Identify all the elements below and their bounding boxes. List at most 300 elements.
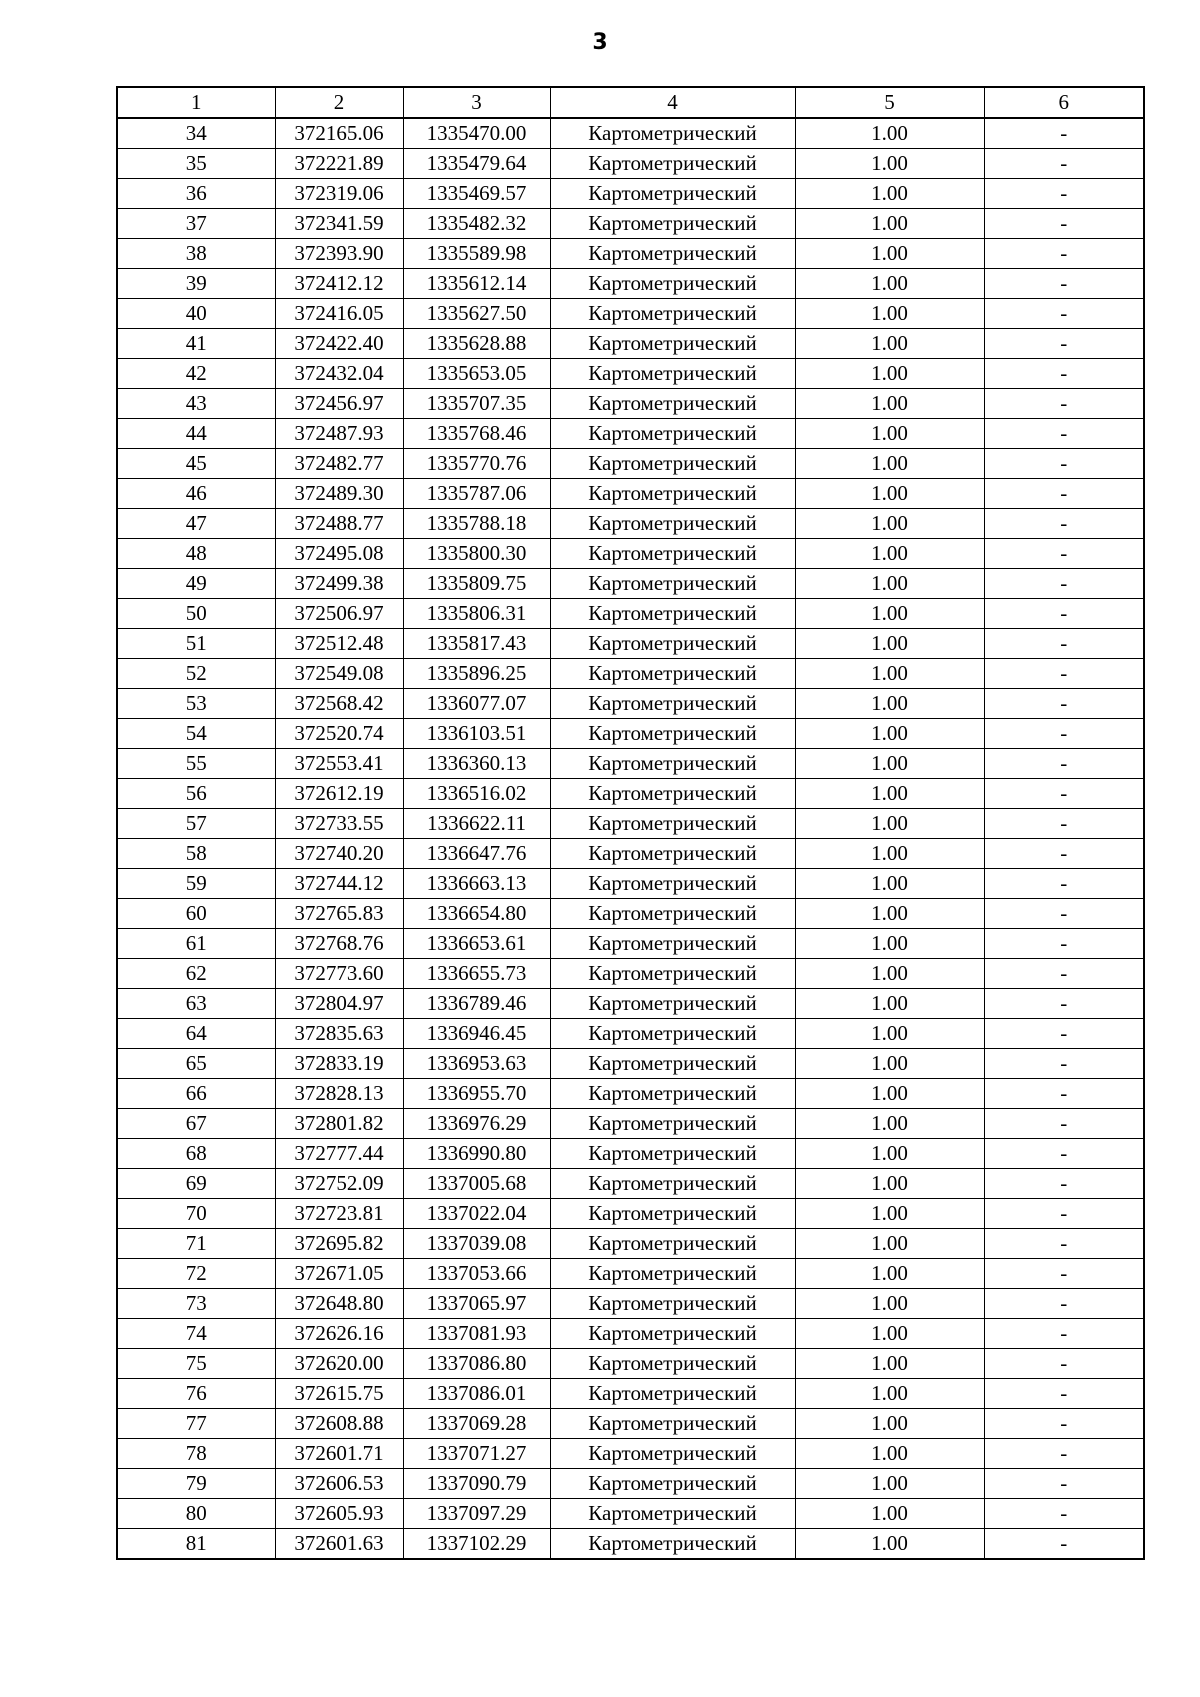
- table-row: [117, 1049, 1144, 1079]
- accuracy-cell: 1.00: [795, 1289, 984, 1319]
- coordinate-y-cell: 1337090.79: [403, 1469, 550, 1499]
- coordinate-y-cell: 1335809.75: [403, 569, 550, 599]
- method-cell: Картометрический: [550, 449, 795, 479]
- coordinate-x-cell: 372482.77: [275, 449, 403, 479]
- column-header: 1: [117, 87, 275, 118]
- table-row: [117, 1079, 1144, 1109]
- coordinate-y-cell: 1336990.80: [403, 1139, 550, 1169]
- description-cell: -: [984, 929, 1144, 959]
- coordinate-x-cell: 372553.41: [275, 749, 403, 779]
- table-row: [117, 329, 1144, 359]
- point-number-cell: 81: [117, 1529, 275, 1560]
- point-number-cell: 35: [117, 149, 275, 179]
- method-cell: Картометрический: [550, 1079, 795, 1109]
- point-number-cell: 75: [117, 1349, 275, 1379]
- method-cell: Картометрический: [550, 1409, 795, 1439]
- point-number-cell: 72: [117, 1259, 275, 1289]
- description-cell: -: [984, 1529, 1144, 1560]
- point-number-cell: 58: [117, 839, 275, 869]
- point-number-cell: 50: [117, 599, 275, 629]
- description-cell: -: [984, 1079, 1144, 1109]
- description-cell: -: [984, 569, 1144, 599]
- point-number-cell: 40: [117, 299, 275, 329]
- coordinate-x-cell: 372341.59: [275, 209, 403, 239]
- coordinate-x-cell: 372221.89: [275, 149, 403, 179]
- description-cell: -: [984, 329, 1144, 359]
- table-row: [117, 1259, 1144, 1289]
- coordinate-x-cell: 372520.74: [275, 719, 403, 749]
- description-cell: -: [984, 269, 1144, 299]
- table-row: [117, 629, 1144, 659]
- method-cell: Картометрический: [550, 749, 795, 779]
- description-cell: -: [984, 359, 1144, 389]
- table-row: [117, 899, 1144, 929]
- table-row: [117, 509, 1144, 539]
- column-header: 6: [984, 87, 1144, 118]
- description-cell: -: [984, 239, 1144, 269]
- page-number: 3: [592, 30, 608, 55]
- coordinate-y-cell: 1335470.00: [403, 118, 550, 149]
- method-cell: Картометрический: [550, 118, 795, 149]
- coordinate-x-cell: 372608.88: [275, 1409, 403, 1439]
- method-cell: Картометрический: [550, 569, 795, 599]
- description-cell: -: [984, 779, 1144, 809]
- table-row: [117, 569, 1144, 599]
- coordinate-y-cell: 1335770.76: [403, 449, 550, 479]
- accuracy-cell: 1.00: [795, 479, 984, 509]
- coordinates-table: [116, 86, 1145, 1560]
- coordinate-x-cell: 372601.63: [275, 1529, 403, 1560]
- accuracy-cell: 1.00: [795, 1229, 984, 1259]
- accuracy-cell: 1.00: [795, 1049, 984, 1079]
- table-row: [117, 1199, 1144, 1229]
- point-number-cell: 74: [117, 1319, 275, 1349]
- accuracy-cell: 1.00: [795, 179, 984, 209]
- point-number-cell: 57: [117, 809, 275, 839]
- coordinate-y-cell: 1337069.28: [403, 1409, 550, 1439]
- table-row: [117, 149, 1144, 179]
- accuracy-cell: 1.00: [795, 1409, 984, 1439]
- coordinate-y-cell: 1337065.97: [403, 1289, 550, 1319]
- method-cell: Картометрический: [550, 1199, 795, 1229]
- table-row: [117, 269, 1144, 299]
- accuracy-cell: 1.00: [795, 1109, 984, 1139]
- method-cell: Картометрический: [550, 359, 795, 389]
- description-cell: -: [984, 659, 1144, 689]
- table-row: [117, 1319, 1144, 1349]
- accuracy-cell: 1.00: [795, 1469, 984, 1499]
- description-cell: -: [984, 299, 1144, 329]
- point-number-cell: 68: [117, 1139, 275, 1169]
- table-row: [117, 1169, 1144, 1199]
- coordinate-x-cell: 372605.93: [275, 1499, 403, 1529]
- point-number-cell: 77: [117, 1409, 275, 1439]
- accuracy-cell: 1.00: [795, 569, 984, 599]
- method-cell: Картометрический: [550, 179, 795, 209]
- method-cell: Картометрический: [550, 1499, 795, 1529]
- coordinate-x-cell: 372744.12: [275, 869, 403, 899]
- coordinate-x-cell: 372835.63: [275, 1019, 403, 1049]
- table-row: [117, 1409, 1144, 1439]
- table-row: [117, 989, 1144, 1019]
- column-header: 5: [795, 87, 984, 118]
- description-cell: -: [984, 1229, 1144, 1259]
- description-cell: -: [984, 1109, 1144, 1139]
- method-cell: Картометрический: [550, 509, 795, 539]
- table-row: [117, 1529, 1144, 1560]
- coordinate-x-cell: 372801.82: [275, 1109, 403, 1139]
- table-row: [117, 449, 1144, 479]
- column-header: 3: [403, 87, 550, 118]
- point-number-cell: 73: [117, 1289, 275, 1319]
- coordinate-y-cell: 1335768.46: [403, 419, 550, 449]
- coordinate-x-cell: 372512.48: [275, 629, 403, 659]
- table-row: [117, 839, 1144, 869]
- table-row: [117, 869, 1144, 899]
- coordinate-x-cell: 372768.76: [275, 929, 403, 959]
- accuracy-cell: 1.00: [795, 449, 984, 479]
- coordinate-y-cell: 1337071.27: [403, 1439, 550, 1469]
- coordinate-x-cell: 372601.71: [275, 1439, 403, 1469]
- table-row: [117, 539, 1144, 569]
- point-number-cell: 66: [117, 1079, 275, 1109]
- accuracy-cell: 1.00: [795, 1019, 984, 1049]
- method-cell: Картометрический: [550, 1319, 795, 1349]
- point-number-cell: 60: [117, 899, 275, 929]
- table-row: [117, 1109, 1144, 1139]
- method-cell: Картометрический: [550, 1049, 795, 1079]
- description-cell: -: [984, 389, 1144, 419]
- description-cell: -: [984, 1379, 1144, 1409]
- coordinate-y-cell: 1337086.01: [403, 1379, 550, 1409]
- coordinate-y-cell: 1336789.46: [403, 989, 550, 1019]
- method-cell: Картометрический: [550, 659, 795, 689]
- coordinate-x-cell: 372489.30: [275, 479, 403, 509]
- table-body: [117, 118, 1144, 1559]
- point-number-cell: 53: [117, 689, 275, 719]
- method-cell: Картометрический: [550, 1139, 795, 1169]
- table-row: [117, 689, 1144, 719]
- accuracy-cell: 1.00: [795, 1079, 984, 1109]
- table-row: [117, 749, 1144, 779]
- point-number-cell: 69: [117, 1169, 275, 1199]
- method-cell: Картометрический: [550, 1259, 795, 1289]
- coordinate-y-cell: 1336103.51: [403, 719, 550, 749]
- description-cell: -: [984, 749, 1144, 779]
- coordinate-y-cell: 1335896.25: [403, 659, 550, 689]
- method-cell: Картометрический: [550, 959, 795, 989]
- point-number-cell: 65: [117, 1049, 275, 1079]
- point-number-cell: 41: [117, 329, 275, 359]
- coordinate-y-cell: 1336655.73: [403, 959, 550, 989]
- method-cell: Картометрический: [550, 479, 795, 509]
- description-cell: -: [984, 1499, 1144, 1529]
- point-number-cell: 42: [117, 359, 275, 389]
- accuracy-cell: 1.00: [795, 1169, 984, 1199]
- method-cell: Картометрический: [550, 779, 795, 809]
- coordinate-x-cell: 372828.13: [275, 1079, 403, 1109]
- coordinate-x-cell: 372412.12: [275, 269, 403, 299]
- method-cell: Картометрический: [550, 899, 795, 929]
- table-row: [117, 1139, 1144, 1169]
- method-cell: Картометрический: [550, 539, 795, 569]
- description-cell: -: [984, 629, 1144, 659]
- accuracy-cell: 1.00: [795, 989, 984, 1019]
- table-row: [117, 959, 1144, 989]
- method-cell: Картометрический: [550, 719, 795, 749]
- coordinate-x-cell: 372319.06: [275, 179, 403, 209]
- description-cell: -: [984, 599, 1144, 629]
- coordinate-y-cell: 1335653.05: [403, 359, 550, 389]
- point-number-cell: 63: [117, 989, 275, 1019]
- table-row: [117, 239, 1144, 269]
- description-cell: -: [984, 839, 1144, 869]
- table-row: [117, 659, 1144, 689]
- table-row: [117, 1289, 1144, 1319]
- method-cell: Картометрический: [550, 839, 795, 869]
- coordinate-y-cell: 1335787.06: [403, 479, 550, 509]
- coordinate-y-cell: 1335788.18: [403, 509, 550, 539]
- coordinate-y-cell: 1335479.64: [403, 149, 550, 179]
- coordinate-x-cell: 372495.08: [275, 539, 403, 569]
- table-row: [117, 779, 1144, 809]
- coordinate-x-cell: 372765.83: [275, 899, 403, 929]
- table-row: [117, 1229, 1144, 1259]
- accuracy-cell: 1.00: [795, 509, 984, 539]
- coordinate-y-cell: 1336653.61: [403, 929, 550, 959]
- accuracy-cell: 1.00: [795, 809, 984, 839]
- description-cell: -: [984, 149, 1144, 179]
- accuracy-cell: 1.00: [795, 539, 984, 569]
- accuracy-cell: 1.00: [795, 269, 984, 299]
- method-cell: Картометрический: [550, 1169, 795, 1199]
- description-cell: -: [984, 899, 1144, 929]
- coordinate-x-cell: 372549.08: [275, 659, 403, 689]
- accuracy-cell: 1.00: [795, 419, 984, 449]
- table-row: [117, 1439, 1144, 1469]
- method-cell: Картометрический: [550, 1439, 795, 1469]
- method-cell: Картометрический: [550, 1019, 795, 1049]
- coordinate-y-cell: 1336516.02: [403, 779, 550, 809]
- description-cell: -: [984, 1469, 1144, 1499]
- accuracy-cell: 1.00: [795, 1349, 984, 1379]
- point-number-cell: 56: [117, 779, 275, 809]
- coordinate-y-cell: 1337022.04: [403, 1199, 550, 1229]
- column-header: 4: [550, 87, 795, 118]
- table-row: [117, 359, 1144, 389]
- description-cell: -: [984, 118, 1144, 149]
- coordinate-x-cell: 372752.09: [275, 1169, 403, 1199]
- point-number-cell: 54: [117, 719, 275, 749]
- description-cell: -: [984, 1259, 1144, 1289]
- coordinate-x-cell: 372833.19: [275, 1049, 403, 1079]
- description-cell: -: [984, 509, 1144, 539]
- method-cell: Картометрический: [550, 149, 795, 179]
- table-row: [117, 1469, 1144, 1499]
- coordinate-x-cell: 372606.53: [275, 1469, 403, 1499]
- description-cell: -: [984, 689, 1144, 719]
- method-cell: Картометрический: [550, 629, 795, 659]
- coordinate-y-cell: 1336647.76: [403, 839, 550, 869]
- description-cell: -: [984, 1289, 1144, 1319]
- accuracy-cell: 1.00: [795, 959, 984, 989]
- coordinate-x-cell: 372620.00: [275, 1349, 403, 1379]
- point-number-cell: 46: [117, 479, 275, 509]
- table-row: [117, 479, 1144, 509]
- description-cell: -: [984, 1139, 1144, 1169]
- point-number-cell: 52: [117, 659, 275, 689]
- accuracy-cell: 1.00: [795, 659, 984, 689]
- coordinate-x-cell: 372456.97: [275, 389, 403, 419]
- coordinate-y-cell: 1337102.29: [403, 1529, 550, 1560]
- coordinate-x-cell: 372777.44: [275, 1139, 403, 1169]
- description-cell: -: [984, 1169, 1144, 1199]
- accuracy-cell: 1.00: [795, 1199, 984, 1229]
- point-number-cell: 44: [117, 419, 275, 449]
- method-cell: Картометрический: [550, 869, 795, 899]
- point-number-cell: 39: [117, 269, 275, 299]
- coordinate-y-cell: 1335707.35: [403, 389, 550, 419]
- point-number-cell: 49: [117, 569, 275, 599]
- accuracy-cell: 1.00: [795, 1439, 984, 1469]
- accuracy-cell: 1.00: [795, 929, 984, 959]
- coordinate-x-cell: 372740.20: [275, 839, 403, 869]
- coordinate-x-cell: 372733.55: [275, 809, 403, 839]
- table-row: [117, 389, 1144, 419]
- method-cell: Картометрический: [550, 1469, 795, 1499]
- description-cell: -: [984, 179, 1144, 209]
- table-row: [117, 1379, 1144, 1409]
- table-row: [117, 719, 1144, 749]
- method-cell: Картометрический: [550, 1289, 795, 1319]
- accuracy-cell: 1.00: [795, 839, 984, 869]
- description-cell: -: [984, 1439, 1144, 1469]
- method-cell: Картометрический: [550, 689, 795, 719]
- coordinate-y-cell: 1336654.80: [403, 899, 550, 929]
- table-row: [117, 599, 1144, 629]
- point-number-cell: 80: [117, 1499, 275, 1529]
- table-row: [117, 1499, 1144, 1529]
- method-cell: Картометрический: [550, 1379, 795, 1409]
- coordinate-y-cell: 1335628.88: [403, 329, 550, 359]
- accuracy-cell: 1.00: [795, 389, 984, 419]
- coordinate-x-cell: 372773.60: [275, 959, 403, 989]
- coordinate-y-cell: 1336955.70: [403, 1079, 550, 1109]
- coordinate-y-cell: 1335627.50: [403, 299, 550, 329]
- method-cell: Картометрический: [550, 1349, 795, 1379]
- method-cell: Картометрический: [550, 929, 795, 959]
- coordinate-y-cell: 1336663.13: [403, 869, 550, 899]
- point-number-cell: 78: [117, 1439, 275, 1469]
- description-cell: -: [984, 1319, 1144, 1349]
- coordinate-y-cell: 1335817.43: [403, 629, 550, 659]
- coordinate-y-cell: 1337005.68: [403, 1169, 550, 1199]
- coordinate-x-cell: 372432.04: [275, 359, 403, 389]
- coordinate-x-cell: 372615.75: [275, 1379, 403, 1409]
- point-number-cell: 48: [117, 539, 275, 569]
- accuracy-cell: 1.00: [795, 1139, 984, 1169]
- coordinate-y-cell: 1336077.07: [403, 689, 550, 719]
- table-row: [117, 209, 1144, 239]
- point-number-cell: 36: [117, 179, 275, 209]
- description-cell: -: [984, 869, 1144, 899]
- description-cell: -: [984, 209, 1144, 239]
- method-cell: Картометрический: [550, 809, 795, 839]
- accuracy-cell: 1.00: [795, 239, 984, 269]
- description-cell: -: [984, 419, 1144, 449]
- accuracy-cell: 1.00: [795, 1379, 984, 1409]
- coordinate-y-cell: 1336953.63: [403, 1049, 550, 1079]
- column-header: 2: [275, 87, 403, 118]
- point-number-cell: 47: [117, 509, 275, 539]
- coordinate-y-cell: 1335806.31: [403, 599, 550, 629]
- coordinate-y-cell: 1336976.29: [403, 1109, 550, 1139]
- coordinate-x-cell: 372487.93: [275, 419, 403, 449]
- description-cell: -: [984, 1019, 1144, 1049]
- coordinate-y-cell: 1337086.80: [403, 1349, 550, 1379]
- description-cell: -: [984, 1199, 1144, 1229]
- coordinate-x-cell: 372499.38: [275, 569, 403, 599]
- point-number-cell: 55: [117, 749, 275, 779]
- point-number-cell: 38: [117, 239, 275, 269]
- coordinate-x-cell: 372648.80: [275, 1289, 403, 1319]
- table-header-row: [117, 87, 1144, 118]
- coordinate-x-cell: 372612.19: [275, 779, 403, 809]
- method-cell: Картометрический: [550, 209, 795, 239]
- accuracy-cell: 1.00: [795, 1319, 984, 1349]
- point-number-cell: 61: [117, 929, 275, 959]
- description-cell: -: [984, 719, 1144, 749]
- method-cell: Картометрический: [550, 239, 795, 269]
- point-number-cell: 67: [117, 1109, 275, 1139]
- coordinate-x-cell: 372671.05: [275, 1259, 403, 1289]
- description-cell: -: [984, 1349, 1144, 1379]
- accuracy-cell: 1.00: [795, 599, 984, 629]
- coordinate-x-cell: 372626.16: [275, 1319, 403, 1349]
- point-number-cell: 34: [117, 118, 275, 149]
- accuracy-cell: 1.00: [795, 629, 984, 659]
- coordinate-y-cell: 1335589.98: [403, 239, 550, 269]
- method-cell: Картометрический: [550, 329, 795, 359]
- description-cell: -: [984, 449, 1144, 479]
- method-cell: Картометрический: [550, 599, 795, 629]
- accuracy-cell: 1.00: [795, 1499, 984, 1529]
- coordinate-y-cell: 1336946.45: [403, 1019, 550, 1049]
- table-row: [117, 809, 1144, 839]
- coordinate-y-cell: 1336622.11: [403, 809, 550, 839]
- method-cell: Картометрический: [550, 389, 795, 419]
- method-cell: Картометрический: [550, 419, 795, 449]
- coordinate-y-cell: 1337097.29: [403, 1499, 550, 1529]
- description-cell: -: [984, 809, 1144, 839]
- point-number-cell: 76: [117, 1379, 275, 1409]
- method-cell: Картометрический: [550, 299, 795, 329]
- point-number-cell: 59: [117, 869, 275, 899]
- coordinate-x-cell: 372695.82: [275, 1229, 403, 1259]
- coordinate-y-cell: 1335612.14: [403, 269, 550, 299]
- description-cell: -: [984, 1049, 1144, 1079]
- method-cell: Картометрический: [550, 1109, 795, 1139]
- coordinate-y-cell: 1337081.93: [403, 1319, 550, 1349]
- accuracy-cell: 1.00: [795, 299, 984, 329]
- coordinate-x-cell: 372488.77: [275, 509, 403, 539]
- table-row: [117, 299, 1144, 329]
- accuracy-cell: 1.00: [795, 149, 984, 179]
- point-number-cell: 62: [117, 959, 275, 989]
- table-row: [117, 179, 1144, 209]
- point-number-cell: 37: [117, 209, 275, 239]
- table-row: [117, 118, 1144, 149]
